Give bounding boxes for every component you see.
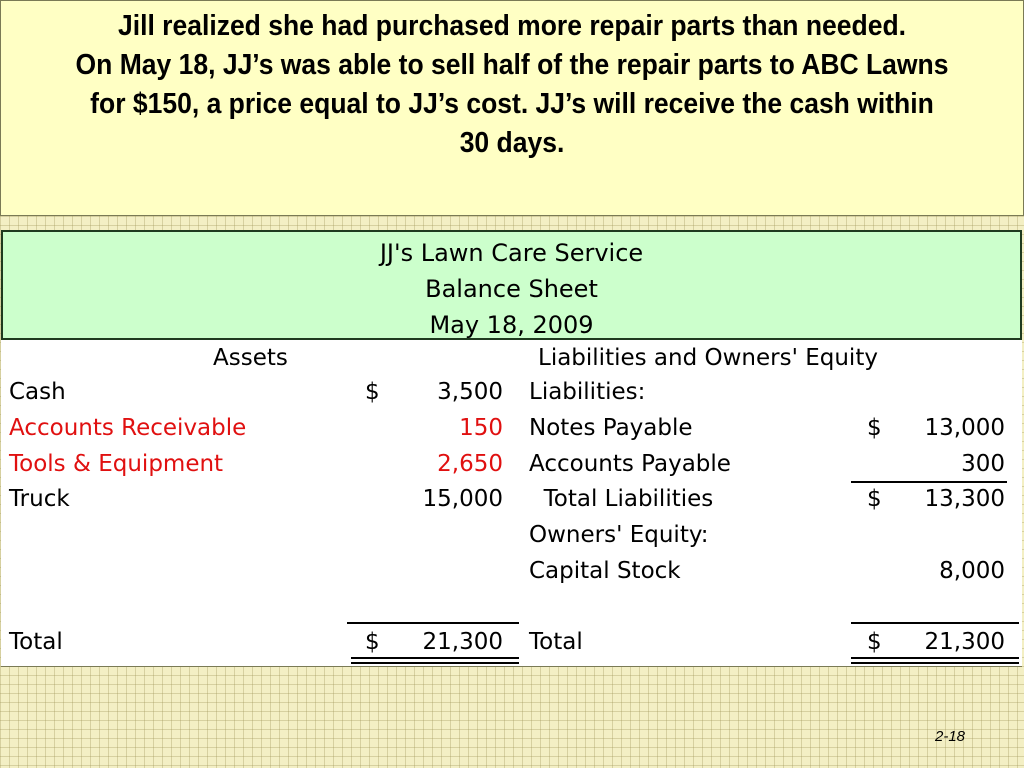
- liab-value-total-liabilities: 13,300: [924, 486, 1005, 512]
- company-name: JJ's Lawn Care Service: [379, 239, 644, 267]
- asset-label-truck: Truck: [9, 486, 70, 512]
- statement-date: May 18, 2009: [429, 311, 594, 339]
- equity-label-heading: Owners' Equity:: [529, 522, 709, 548]
- asset-label-cash: Cash: [9, 379, 66, 405]
- double-underline-assets: [351, 657, 519, 664]
- assets-header: Assets: [213, 345, 288, 371]
- liab-dollar-notes-payable: $: [867, 415, 882, 441]
- asset-value-cash: 3,500: [437, 379, 503, 405]
- asset-label-tools-equipment: Tools & Equipment: [9, 451, 224, 477]
- asset-dollar-cash: $: [365, 379, 380, 405]
- liab-value-notes-payable: 13,000: [924, 415, 1005, 441]
- equity-label-capital-stock: Capital Stock: [529, 558, 681, 584]
- slide-number: 2-18: [935, 728, 966, 745]
- equity-value-capital-stock: 8,000: [939, 558, 1005, 584]
- assets-total-dollar: $: [365, 629, 380, 655]
- liab-label-accounts-payable: Accounts Payable: [529, 451, 731, 477]
- asset-value-accounts-receivable: 150: [459, 415, 503, 441]
- liab-label-notes-payable: Notes Payable: [529, 415, 693, 441]
- subtotal-rule-liabilities: [851, 481, 1007, 483]
- liab-value-accounts-payable: 300: [961, 451, 1005, 477]
- double-underline-liabilities: [851, 657, 1019, 664]
- liab-dollar-total-liabilities: $: [867, 486, 882, 512]
- liabilities-equity-header: Liabilities and Owners' Equity: [538, 345, 878, 371]
- statement-line-2: On May 18, JJ’s was able to sell half of the repair parts to ABC Lawns for $150, a price equal to JJ’s cost. JJ’s will receive the cash within 30 days.: [75, 49, 949, 159]
- asset-label-accounts-receivable: Accounts Receivable: [9, 415, 247, 441]
- balance-sheet-header: [1, 230, 1022, 340]
- total-rule-liabilities: [851, 622, 1019, 624]
- assets-total-label: Total: [9, 629, 63, 655]
- total-rule-assets: [347, 622, 519, 624]
- liab-total-label: Total: [529, 629, 583, 655]
- liab-label-heading: Liabilities:: [529, 379, 646, 405]
- balance-sheet: [1, 230, 1022, 667]
- assets-total-value: 21,300: [422, 629, 503, 655]
- problem-statement-banner: [0, 0, 1024, 216]
- liab-total-value: 21,300: [924, 629, 1005, 655]
- asset-value-tools-equipment: 2,650: [437, 451, 503, 477]
- statement-line-1: Jill realized she had purchased more repair parts than needed.: [117, 10, 907, 42]
- statement-title: Balance Sheet: [425, 275, 598, 303]
- asset-value-truck: 15,000: [422, 486, 503, 512]
- liab-total-dollar: $: [867, 629, 882, 655]
- liab-label-total-liabilities: Total Liabilities: [529, 486, 714, 512]
